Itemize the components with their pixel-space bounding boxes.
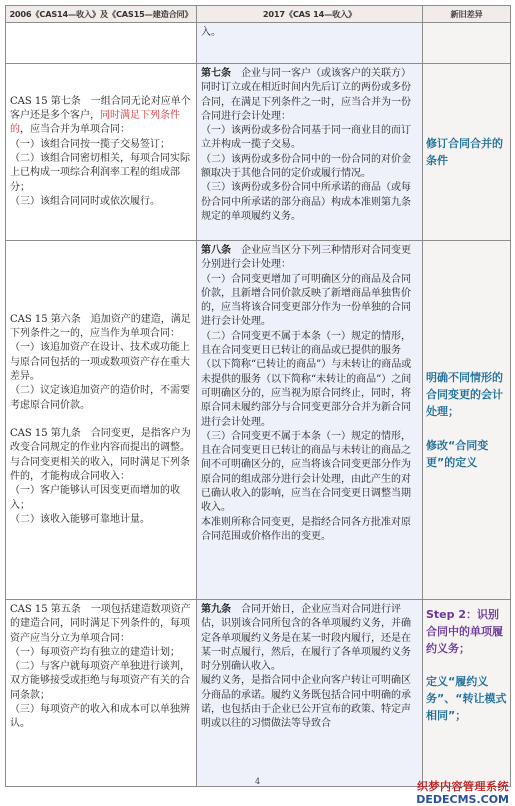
table-header-row: [6, 6, 511, 23]
header-differences: 新旧差异: [423, 6, 511, 23]
table-row: [6, 64, 511, 241]
cell-text: 合同开始日，企业应当对合同进行评估，识别该合同所包含的各单项履约义务，并确定各单项履约义务是在某一时段内履行，还是在某一时点履行，然后，在履行了各单项履约义务时分别确认收入。 履约义务，是指合同中企业向客户转让可明确区分商品的承诺。履约义务既包括合同中明确的承诺，也包括由于企业已公开宣布的政策、特定声明或以往的习惯做法等导致合: [201, 604, 411, 730]
comparison-sheet: [5, 5, 510, 787]
cell-text: CAS 15 第五条 一项包括建造数项资产的建造合同，同时满足下列条件的，每项资产应当分立为单项合同： （一）每项资产均有独立的建造计划； （二）与客户就每项资产单独进行谈判，双方能够接受或拒绝与每项资产有关的合同条款； （三）每项资产的收入和成本可以单独辨认。: [10, 604, 191, 730]
article-label: 第九条: [201, 604, 231, 615]
cell-text: ，应当合并为单项合同： （一）该组合同按一揽子交易签订； （二）该组合同密切相关，每项合同实际上已构成一项综合利润率工程的组成部分； （三）该组合同同时或依次履行。: [10, 124, 190, 207]
step-note: Step 2：识别合同中的单项履约义务；: [426, 608, 503, 655]
watermark-line-2: DEDECMS.COM: [416, 793, 509, 806]
table-row: [6, 23, 511, 64]
cell-diff: [423, 23, 511, 64]
difference-note: 定义“履约义务”、“转让模式相同”；: [426, 675, 507, 722]
cell-new: [197, 600, 423, 787]
cell-old: [6, 64, 197, 241]
cell-text: 入。: [201, 27, 221, 38]
header-new-standard: 2017《CAS 14—收入》: [197, 6, 423, 23]
cell-text: 企业与同一客户（或该客户的关联方）同时订立或在相近时间内先后订立的两份或多份合同，在满足下列条件之一时，应当合并为一份合同进行会计处理： （一）该两份或多份合同基于同一商业目的而订立并构成一揽子交易。 （二）该两份或多份合同中的一份合同的对价金额取决于其他合同的定价或履行情况。 （三）该两份或多份合同中所承诺的商品（或每份合同中所承诺的部分商品）构成本准则第九条规定的单项履约义务。: [201, 68, 411, 222]
cell-old: [6, 23, 197, 64]
watermark-line-1: 织梦内容管理系统: [417, 780, 509, 793]
cell-new: [197, 64, 423, 241]
cell-text: 企业应当区分下列三种情形对合同变更分别进行会计处理： （一）合同变更增加了可明确区分的商品及合同价款，且新增合同价款反映了新增商品单独售价的，应当将该合同变更部分作为一份单独的合同进行会计处理。 （二）合同变更不属于本条（一）规定的情形，且在合同变更日已转让的商品或已提供的服务（以下简称“已转让的商品”）与未转让的商品或未提供的服务（以下简称“未转让的商品”）之间可明确区分的，应当视为原合同终止，同时，将原合同未履约部分与合同变更部分合并为新合同进行会计处理。 （三）合同变更不属于本条（一）规定的情形，且在合同变更日已转让的商品与未转让的商品之间不可明确区分的，应当将该合同变更部分作为原合同的组成部分进行会计处理，由此产生的对已确认收入的影响，应当在合同变更日调整当期收入。 本准则所称合同变更，是指经合同各方批准对原合同范围或价格作出的变更。: [201, 245, 412, 542]
table-row: [6, 600, 511, 787]
cell-diff: [423, 600, 511, 787]
cell-old: [6, 600, 197, 787]
cell-old: [6, 241, 197, 600]
difference-note: 修订合同合并的条件: [426, 137, 503, 167]
table-row: [6, 241, 511, 600]
article-label: 第七条: [201, 68, 231, 79]
watermark-logo: [363, 778, 509, 806]
highlight-text: 同时满足下列条件的: [10, 110, 180, 136]
cell-text: CAS 15 第七条 一组合同无论对应单个客户还是多个客户，: [10, 95, 191, 122]
header-old-standard: 2006《CAS14—收入》及《CAS15—建造合同》: [6, 6, 197, 23]
cell-new: [197, 23, 423, 64]
cell-new: [197, 241, 423, 600]
comparison-table: [5, 5, 511, 787]
article-label: 第八条: [201, 245, 231, 256]
cell-diff: [423, 241, 511, 600]
cell-diff: [423, 64, 511, 241]
difference-note: 明确不同情形的合同变更的会计处理； 修改“合同变更”的定义: [426, 371, 503, 469]
page-number: 4: [254, 777, 261, 786]
cell-text: CAS 15 第六条 追加资产的建造，满足下列条件之一的，应当作为单项合同： （一）该追加资产在设计、技术或功能上与原合同包括的一项或数项资产存在重大差异。 （二）议定该追加资产的造价时，不需要考虑原合同价款。 CAS 15 第九条 合同变更，是指客户为改变合同规定的作业内容而提出的调整。与合同变更相关的收入，同时满足下列条件的，才能构成合同收入： （一）客户能够认可因变更而增加的收入； （二）该收入能够可靠地计量。: [10, 313, 191, 525]
